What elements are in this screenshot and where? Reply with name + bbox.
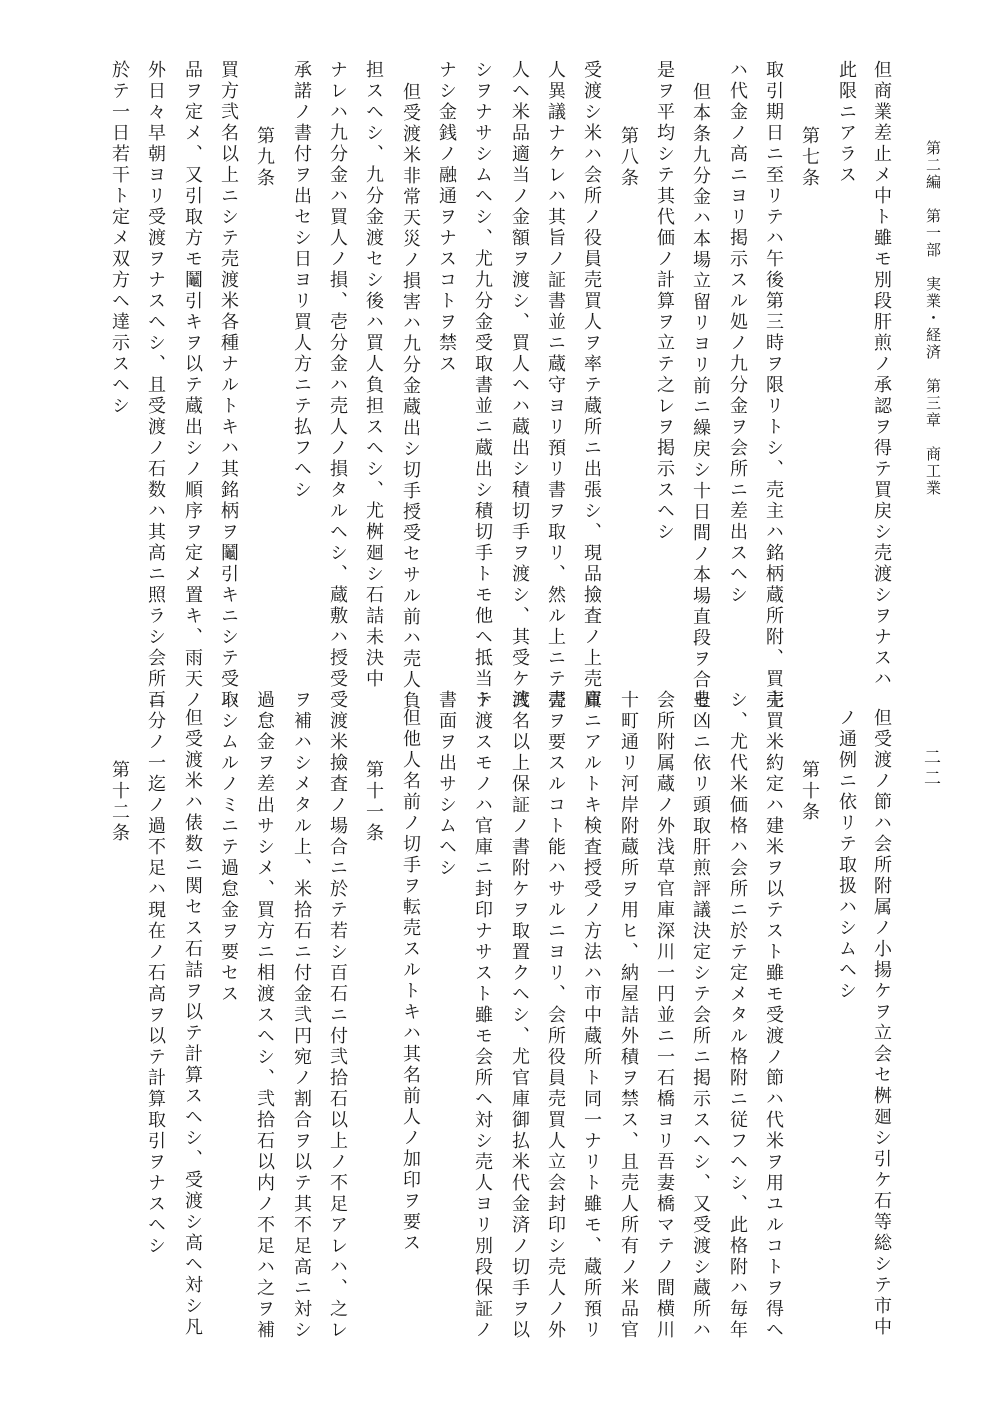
text-column: 但他人名前ノ切手ヲ転売スルトキハ其名前人ノ加印ヲ要ス [400,708,421,1254]
text-column: 是ヲ平均シテ其代価ノ計算ヲ立テ之レヲ掲示スヘシ [654,60,675,543]
text-column: ハ代金ノ高ニヨリ掲示スル処ノ九分金ヲ会所ニ差出スヘシ [727,60,748,606]
text-column: 弐名以上保証ノ書附ケヲ取置クヘシ、尤官庫御払米代金済ノ切手ヲ以 [509,690,530,1341]
text-column: 買方弐名以上ニシテ売渡米各種ナルトキハ其銘柄ヲ鬮引キニシテ受取 [218,60,239,711]
text-column: 但受渡米ハ俵数ニ関セス石詰ヲ以テ計算スヘシ、受渡シ高ヘ対シ凡 [182,708,203,1338]
text-column: 書ヲ要スルコト能ハサルニヨリ、会所役員売買人立会封印シ売人ノ外 [545,690,566,1341]
running-header: 第二編 第一部 実業・経済 第三章 商工業 [924,140,942,497]
text-column: 取引期日ニ至リテハ午後第三時ヲ限リトシ、売主ハ銘柄蔵所附、買主 [763,60,784,711]
text-column: 品ヲ定メ、又引取方モ鬮引キヲ以テ蔵出シノ順序ヲ定メ置キ、雨天ノ [182,60,203,711]
text-column: 人異議ナケレハ其旨ノ証書並ニ蔵守ヨリ預リ書ヲ取リ、然ル上ニテ売 [545,60,566,711]
article-heading: 第七条 [799,126,820,189]
text-column: 書面ヲ出サシムヘシ [436,690,457,879]
text-column: ナレハ九分金ハ買人ノ損、壱分金ハ売人ノ損タルヘシ、蔵敷ハ授受 [327,60,348,690]
text-column: ナシ金銭ノ融通ヲナスコトヲ禁ス [436,60,457,375]
text-column: 承諾ノ書付ヲ出セシ日ヨリ買人方ニテ払フヘシ [291,60,312,501]
page-number: 二二 [920,748,940,790]
text-column: 受渡シ米ハ会所ノ役員売買人ヲ率テ蔵所ニ出張シ、現品撿査ノ上売買 [581,60,602,711]
text-column: 庫ニアルトキ検査授受ノ方法ハ市中蔵所ト同一ナリト雖モ、蔵所預リ [581,690,602,1341]
text-column: 豊凶ニ依リ頭取肝煎評議決定シテ会所ニ掲示スヘシ、又受渡シ蔵所ハ [690,690,711,1341]
text-column: シ、尤代米価格ハ会所ニ於テ定メタル格附ニ従フヘシ、此格附ハ毎年 [727,690,748,1341]
text-column: 於テ一日若干ト定メ双方ヘ達示スヘシ [109,60,130,417]
text-column: 百分ノ一迄ノ過不足ハ現在ノ石高ヲ以テ計算取引ヲナスヘシ [145,690,166,1257]
text-column: 会所附属蔵ノ外浅草官庫深川一円並ニ一石橋ヨリ吾妻橋マテノ間横川 [654,690,675,1341]
text-column: ノ通例ニ依リテ取扱ハシムヘシ [836,708,857,1002]
text-column: 但本条九分金ハ本場立留リヨリ前ニ繰戻シ十日間ノ本場直段ヲ合セ [690,82,711,712]
text-column: テ渡スモノハ官庫ニ封印ナサスト雖モ会所ヘ対シ売人ヨリ別段保証ノ [472,690,493,1341]
text-column: 外日々早朝ヨリ受渡ヲナスヘシ、且受渡ノ石数ハ其高ニ照ラシ会所ニ [145,60,166,711]
text-column: ハシムルノミニテ過怠金ヲ要セス [218,690,239,1005]
text-column: 此限ニアラス [836,60,857,186]
text-column: 但商業差止メ中ト雖モ別段肝煎ノ承認ヲ得テ買戻シ売渡シヲナスハ [871,60,892,690]
text-column: ヲ補ハシメタル上、米拾石ニ付金弐円宛ノ割合ヲ以テ其不足高ニ対シ [291,690,312,1341]
article-heading: 第十二条 [109,760,130,844]
text-column: 人ヘ米品適当ノ金額ヲ渡シ、買人ヘハ蔵出シ積切手ヲ渡シ、其受ケ渡 [509,60,530,711]
text-column: 十町通リ河岸附蔵所ヲ用ヒ、納屋詰外積ヲ禁ス、且売人所有ノ米品官 [618,690,639,1341]
text-column: 受渡米撿査ノ場合ニ於テ若シ百石ニ付弐拾石以上ノ不足アレハ、之レ [327,690,348,1341]
article-heading: 第八条 [618,126,639,189]
article-heading: 第九条 [254,126,275,189]
text-column: 但受渡ノ節ハ会所附属ノ小揚ケヲ立会セ桝廻シ引ケ石等総シテ市中 [871,708,892,1338]
text-column: 担スヘシ、九分金渡セシ後ハ買人負担スヘシ、尤桝廻シ石詰未決中 [363,60,384,690]
text-column: 過怠金ヲ差出サシメ、買方ニ相渡スヘシ、弐拾石以内ノ不足ハ之ヲ補 [254,690,275,1341]
text-column: シヲナサシムヘシ、尤九分金受取書並ニ蔵出シ積切手トモ他ヘ抵当ト [472,60,493,711]
article-heading: 第十条 [799,760,820,823]
text-column: 但受渡米非常天災ノ損害ハ九分金蔵出シ切手授受セサル前ハ売人負 [400,82,421,712]
text-column: 売買米約定ハ建米ヲ以テスト雖モ受渡ノ節ハ代米ヲ用ユルコトヲ得ヘ [763,690,784,1341]
article-heading: 第十一条 [363,760,384,844]
